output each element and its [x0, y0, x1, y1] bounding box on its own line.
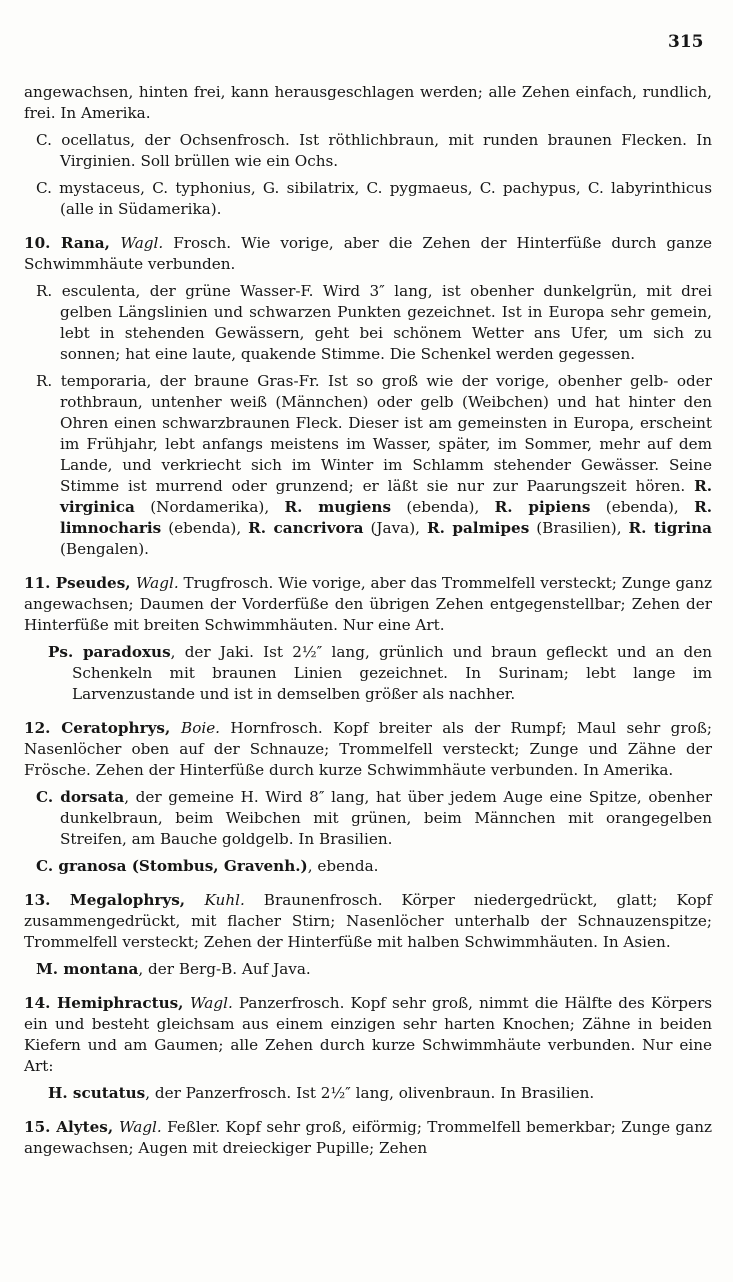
genus-entry	[24, 993, 712, 1077]
genus-entry	[24, 890, 712, 953]
text-run: (Bengalen).	[60, 540, 150, 558]
text-run: R. palmipes	[426, 519, 530, 537]
text-run: C. dorsata	[36, 788, 125, 806]
text-run: , ebenda.	[307, 857, 379, 875]
text-run: R. esculenta, der grüne Wasser-F. Wird 3″ lang, ist obenher dunkelgrün, mit drei gelben Längslinien und schwarzen Punkten gezeichnet. Ist in Europa sehr gemein, lebt in stehenden Gewässern, geht bei schönem Wetter ans Ufer, um sich zu sonnen; hat eine laute, quakende Stimme. Die Schenkel werden gegessen.	[36, 282, 712, 363]
text-run: Kuhl.	[204, 891, 245, 909]
text-run: M. montana	[36, 960, 139, 978]
text-run: Frosch. Wie vorige, aber die Zehen der Hinterfüße durch ganze Schwimmhäute verbunden.	[24, 234, 712, 273]
text-run: , der gemeine H. Wird 8″ lang, hat über jedem Auge eine Spitze, obenher dunkelbraun, beim Weibchen mit grünen, beim Männchen mit orangegelben Streifen, am Bauche goldgelb. In Brasilien.	[60, 788, 712, 848]
species-entry	[24, 130, 712, 172]
text-run: C. granosa (Stombus, Gravenh.)	[36, 857, 308, 875]
text-run: (Nordamerika),	[134, 498, 285, 516]
text-run: 10.	[24, 234, 61, 252]
text-body	[24, 82, 712, 1165]
genus-entry	[24, 233, 712, 275]
species-entry	[24, 178, 712, 220]
text-run: H. scutatus	[48, 1084, 146, 1102]
text-run: Trugfrosch. Wie vorige, aber das Trommelfell versteckt; Zunge ganz angewachsen; Daumen der Vorderfüße den übrigen Zehen entgegenstellbar; Zehen der Hinterfüße mit breiten Schwimmhäuten. Nur eine Art.	[24, 574, 712, 634]
text-run: (Java),	[363, 519, 427, 537]
text-run: R. tigrina	[628, 519, 712, 537]
text-run: angewachsen, hinten frei, kann herausgeschlagen werden; alle Zehen einfach, rundlich, frei. In Amerika.	[24, 83, 712, 122]
text-run: (ebenda),	[161, 519, 249, 537]
page-number: 315	[668, 32, 704, 52]
text-run: R. virginica	[60, 477, 712, 516]
text-run: R. pipiens	[494, 498, 591, 516]
text-run: Hornfrosch. Kopf breiter als der Rumpf; Maul sehr groß; Nasenlöcher oben auf der Schnauze; Trommelfell versteckt; Zunge und Zähne der Frösche. Zehen der Hinterfüße durch kurze Schwimmhäute verbunden. In Amerika.	[24, 719, 712, 779]
genus-entry	[24, 1117, 712, 1159]
text-run: 11. Pseudes,	[24, 574, 136, 592]
species-entry	[24, 281, 712, 365]
genus-entry	[24, 573, 712, 636]
species-entry	[24, 856, 712, 877]
text-run: , der Jaki. Ist 2½″ lang, grünlich und braun gefleckt und an den Schenkeln mit braunen Linien gezeichnet. In Surinam; lebt lange im Larvenzustande und ist in demselben größer als nachher.	[72, 643, 712, 703]
text-run: C. mystaceus, C. typhonius, G. sibilatrix, C. pygmaeus, C. pachypus, C. labyrinthicus (alle in Südamerika).	[36, 179, 712, 218]
text-run: (ebenda),	[590, 498, 695, 516]
species-entry	[24, 642, 712, 705]
text-run: R. temporaria, der braune Gras-Fr. Ist so groß wie der vorige, obenher gelb- oder rothbraun, untenher weiß (Männchen) oder gelb (Weibchen) und hat hinter den Ohren einen schwarzbraunen Fleck. Dieser ist am gemeinsten in Europa, erscheint im Frühjahr, lebt anfangs meistens im Wasser, später, im Sommer, mehr auf dem Lande, und verkriecht sich im Winter im Schlamm stehender Gewässer. Seine Stimme ist murrend oder grunzend; er läßt sie nur zur Paarungszeit hören.	[36, 372, 712, 495]
text-run: Feßler. Kopf sehr groß, eiförmig; Trommelfell bemerkbar; Zunge ganz angewachsen; Augen mit dreieckiger Pupille; Zehen	[24, 1118, 712, 1157]
text-run: Wagl.	[120, 234, 164, 252]
text-run: (ebenda),	[391, 498, 495, 516]
text-run: C. ocellatus, der Ochsenfrosch. Ist röthlichbraun, mit runden braunen Flecken. In Virginien. Soll brüllen wie ein Ochs.	[36, 131, 712, 170]
text-run: 12. Ceratophrys,	[24, 719, 182, 737]
text-run: Ps. paradoxus	[48, 643, 171, 661]
text-run: , der Panzerfrosch. Ist 2½″ lang, olivenbraun. In Brasilien.	[145, 1084, 595, 1102]
text-run: , der Berg-B. Auf Java.	[138, 960, 311, 978]
text-run: R. cancrivora	[248, 519, 364, 537]
text-run: 13. Megalophrys,	[24, 891, 205, 909]
text-run: 15. Alytes,	[24, 1118, 119, 1136]
text-run: (Brasilien),	[529, 519, 629, 537]
continued-paragraph	[24, 82, 712, 124]
text-run: Wagl.	[118, 1118, 162, 1136]
species-entry	[24, 959, 712, 980]
text-run: Braunenfrosch. Körper niedergedrückt, glatt; Kopf zusammengedrückt, mit flacher Stirn; Nasenlöcher unterhalb der Schnauzenspitze; Trommelfell versteckt; Zehen der Hinterfüße mit halben Schwimmhäuten. In Asien.	[24, 891, 712, 951]
genus-entry	[24, 718, 712, 781]
text-run: Panzerfrosch. Kopf sehr groß, nimmt die Hälfte des Körpers ein und besteht gleichsam aus einem einzigen sehr harten Knochen; Zähne in beiden Kiefern und am Gaumen; alle Zehen durch kurze Schwimmhäute verbunden. Nur eine Art:	[24, 994, 712, 1075]
text-run: 14. Hemiphractus,	[24, 994, 191, 1012]
text-run: Rana,	[60, 234, 121, 252]
species-entry	[24, 1083, 712, 1104]
text-run: R. limnocharis	[60, 498, 713, 537]
text-run: Wagl.	[135, 574, 179, 592]
text-run: Boie.	[181, 719, 221, 737]
species-entry	[24, 371, 712, 560]
species-entry	[24, 787, 712, 850]
text-run: Wagl.	[190, 994, 233, 1012]
text-run: R. mugiens	[284, 498, 392, 516]
